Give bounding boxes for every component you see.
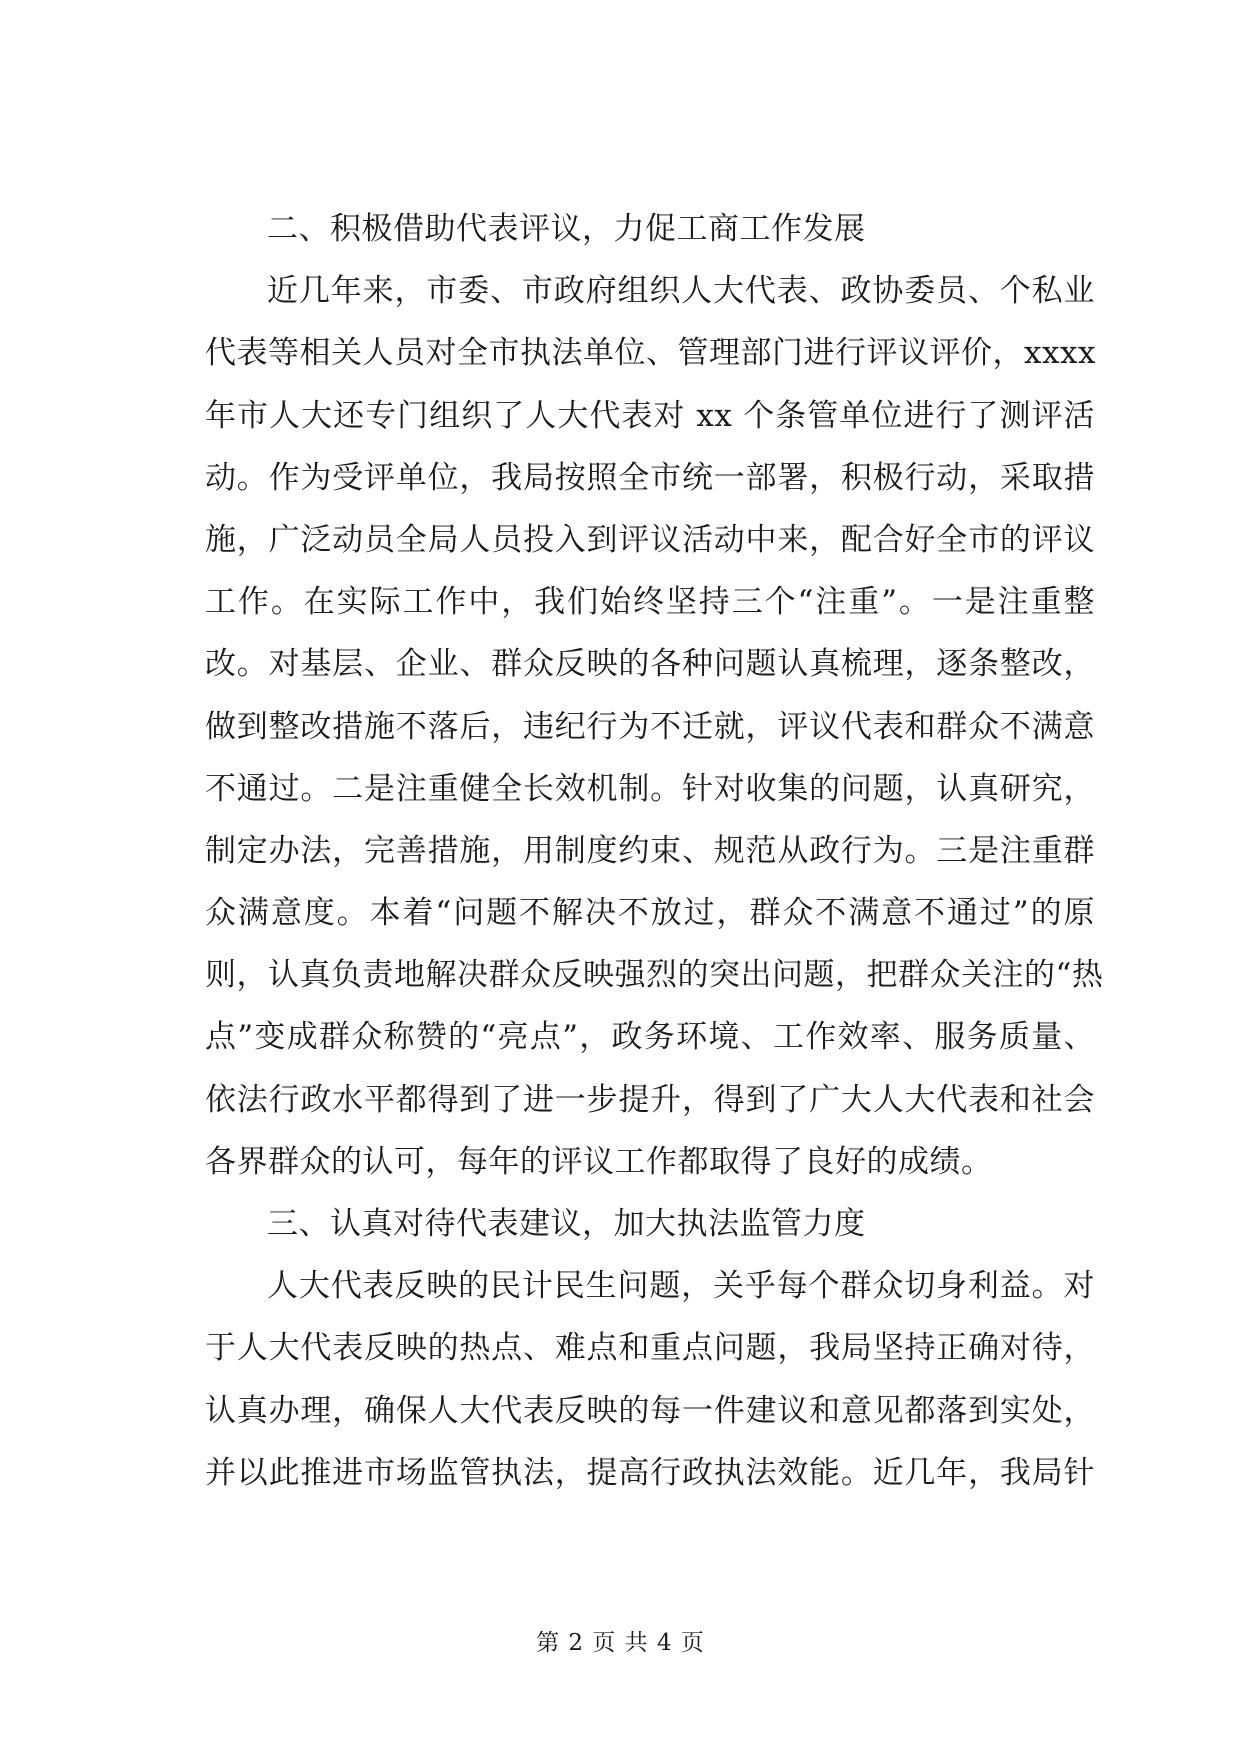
- text-line: 于人大代表反映的热点、难点和重点问题，我局坚持正确对待，: [205, 1330, 1095, 1367]
- text-line: 二、积极借助代表评议，力促工商工作发展: [267, 211, 866, 247]
- text-line: 认真办理，确保人大代表反映的每一件建议和意见都落到实处，: [205, 1392, 1095, 1429]
- text-line: 年市人大还专门组织了人大代表对 xx 个条管单位进行了测评活: [205, 397, 1095, 434]
- text-line: 动。作为受评单位，我局按照全市统一部署，积极行动，采取措: [205, 459, 1095, 496]
- text-line: 并以此推进市场监管执法，提高行政执法效能。近几年，我局针: [205, 1454, 1095, 1491]
- text-line: 三、认真对待代表建议，加大执法监管力度: [267, 1206, 866, 1242]
- text-line: 各界群众的认可，每年的评议工作都取得了良好的成绩。: [205, 1143, 993, 1180]
- text-line: 不通过。二是注重健全长效机制。针对收集的问题，认真研究，: [205, 770, 1095, 807]
- text-line: 依法行政水平都得到了进一步提升，得到了广大人大代表和社会: [205, 1081, 1095, 1118]
- page-footer: 第 2 页 共 4 页: [536, 1630, 705, 1656]
- body-text: [205, 198, 1104, 1504]
- text-line: 人大代表反映的民计民生问题，关乎每个群众切身利益。对: [267, 1268, 1095, 1305]
- text-line: 工作。在实际工作中，我们始终坚持三个“注重”。一是注重整: [205, 584, 1095, 621]
- text-line: 点”变成群众称赞的“亮点”，政务环境、工作效率、服务质量、: [205, 1019, 1095, 1056]
- text-line: 改。对基层、企业、群众反映的各种问题认真梳理，逐条整改，: [205, 646, 1095, 683]
- text-line: 众满意度。本着“问题不解决不放过，群众不满意不通过”的原: [205, 895, 1095, 932]
- text-line: 制定办法，完善措施，用制度约束、规范从政行为。三是注重群: [205, 832, 1095, 869]
- text-line: 近几年来，市委、市政府组织人大代表、政协委员、个私业: [267, 273, 1095, 310]
- text-line: 施，广泛动员全局人员投入到评议活动中来，配合好全市的评议: [205, 521, 1095, 558]
- text-line: 做到整改措施不落后，违纪行为不迁就，评议代表和群众不满意: [205, 708, 1095, 745]
- text-line: 则，认真负责地解决群众反映强烈的突出问题，把群众关注的“热: [205, 957, 1104, 994]
- text-line: 代表等相关人员对全市执法单位、管理部门进行评议评价，xxxx: [205, 335, 1096, 372]
